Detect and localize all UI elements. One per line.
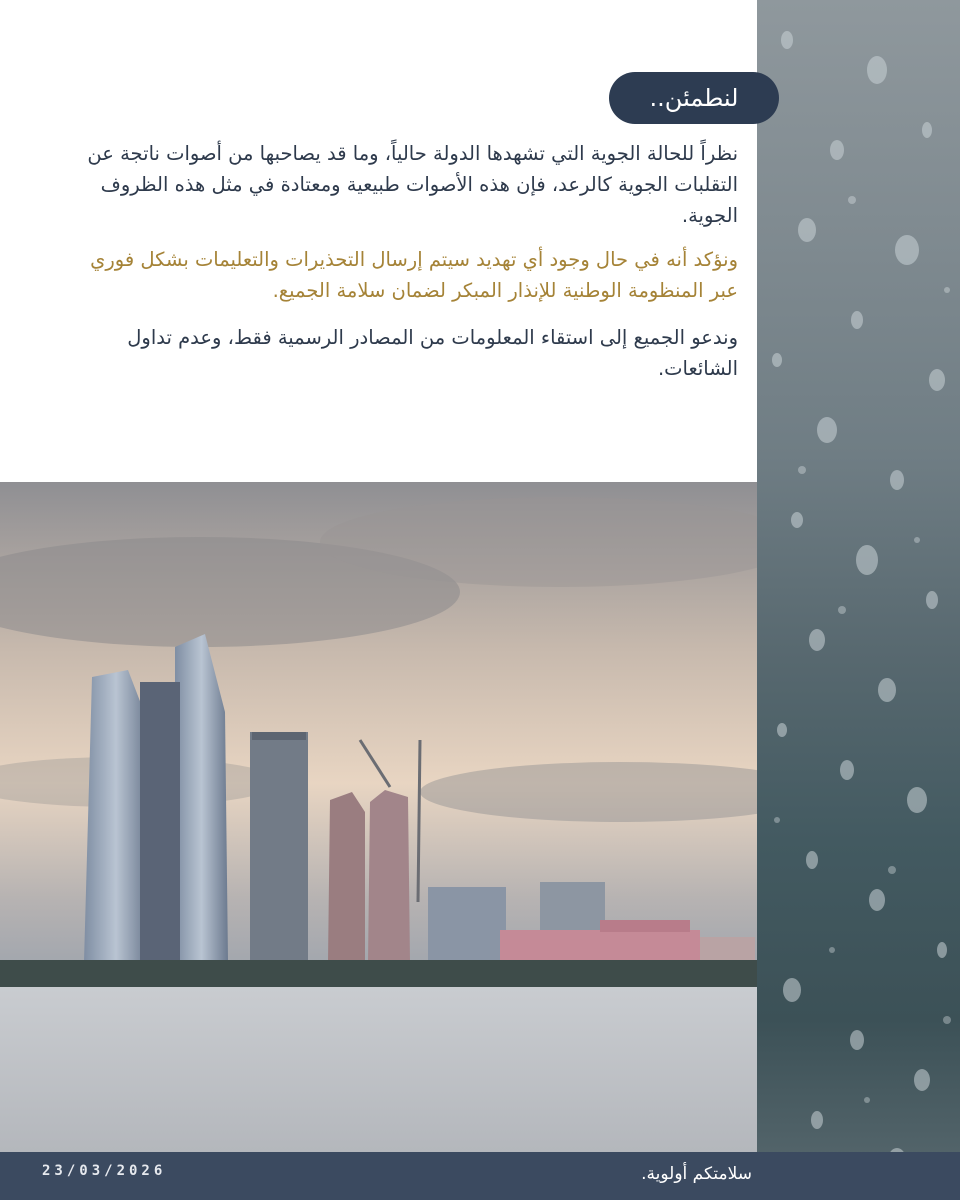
intro-paragraph: نظراً للحالة الجوية التي تشهدها الدولة حالياً، وما قد يصاحبها من أصوات ناتجة عن التقلبات الجوية كالرعد، فإن هذه الأصوات طبيعية ومعتادة في مثل هذه الظروف الجوية. bbox=[87, 142, 738, 227]
warning-paragraph: ونؤكد أنه في حال وجود أي تهديد سيتم إرسال التحذيرات والتعليمات بشكل فوري عبر المنظومة الوطنية للإنذار المبكر لضمان سلامة الجميع. bbox=[90, 248, 738, 302]
publish-date: 23/03/2026 bbox=[42, 1163, 167, 1179]
page-title: لنطمئن.. bbox=[609, 72, 779, 124]
footer-motto: سلامتكم أولوية. bbox=[641, 1164, 752, 1184]
city-skyline-image bbox=[0, 482, 757, 1152]
footer-bar bbox=[0, 1152, 960, 1200]
official-sources-paragraph: وندعو الجميع إلى استقاء المعلومات من المصادر الرسمية فقط، وعدم تداول الشائعات. bbox=[127, 326, 738, 380]
rain-window-image bbox=[757, 0, 960, 1200]
